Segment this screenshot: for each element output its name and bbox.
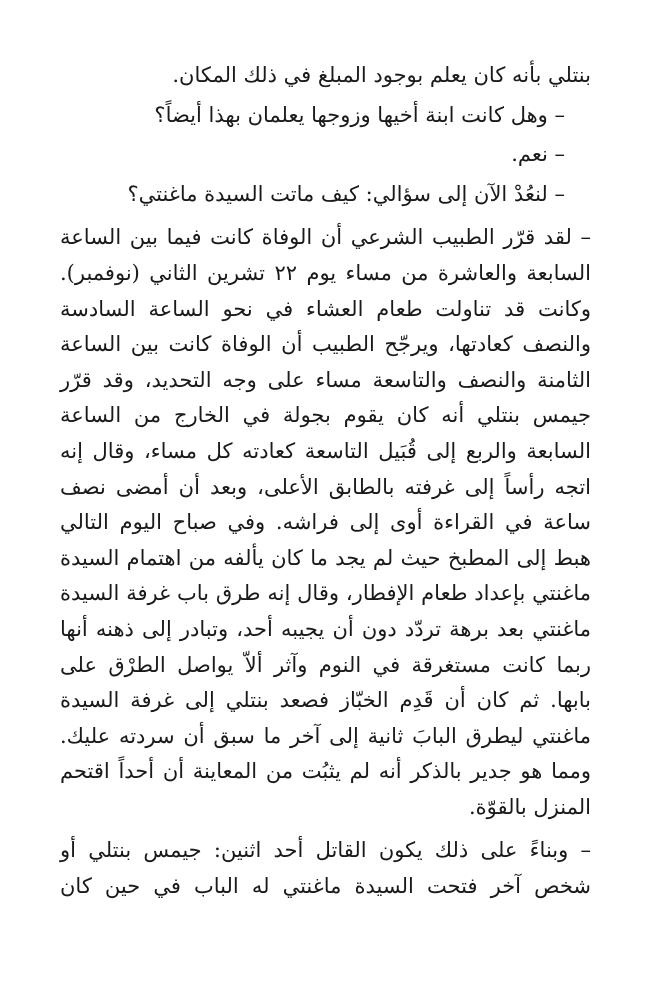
paragraph-1: بنتلي بأنه كان يعلم بوجود المبلغ في ذلك المكان. (172, 63, 591, 87)
paragraph-4: – لنعُدْ الآن إلى سؤالي: كيف ماتت السيدة ماغنتي؟ (127, 181, 565, 206)
paragraph-3: – نعم. (511, 142, 565, 167)
paragraph-6: – وبناءً على ذلك يكون القاتل أحد اثنين: جيمس بنتلي أو شخص آخر فتحت السيدة ماغنتي له الباب في حين كان (60, 838, 591, 899)
book-page (60, 58, 591, 905)
paragraph-5: – لقد قرّر الطبيب الشرعي أن الوفاة كانت فيما بين الساعة السابعة والعاشرة من مساء يوم ٢٢ تشرين الثاني (نوفمبر). وكانت قد تناولت طعام العشاء في نحو الساعة السادسة والنصف كعادتها، ويرجّح الطبيب أن الوفاة كانت بين الساعة الثامنة والنصف والتاسعة مساء على وجه التحديد، وقد قرّر جيمس بنتلي أنه كان يقوم بجولة في الخارج من الساعة السابعة والربع إلى قُبَيل التاسعة كعادته كل مساء، وقال إنه اتجه رأساً إلى غرفته بالطابق الأعلى، وبعد أن أمضى نصف ساعة في القراءة أوى إلى فراشه. وفي صباح اليوم التالي هبط إلى المطبخ حيث لم يجد ما كان يألفه من اهتمام السيدة ماغنتي بإعداد طعام الإفطار، وقال إنه طرق باب غرفة السيدة ماغنتي بعد برهة تردّد دون أن يجيبه أحد، وتبادر إلى ذهنه أنها ربما كانت مستغرقة في النوم وآثر ألاّ يواصل الطرْق على بابها. ثم كان أن قَدِم الخبّاز فصعد بنتلي إلى غرفة السيدة ماغنتي ليطرق البابَ ثانية إلى آخر ما سبق أن سردته عليك. ومما هو جدير بالذكر أنه لم يثبُت من المعاينة أن أحداً اقتحم المنزل بالقوّة. (60, 225, 592, 819)
paragraph-2: – وهل كانت ابنة أخيها وزوجها يعلمان بهذا أيضاً؟ (154, 102, 565, 127)
